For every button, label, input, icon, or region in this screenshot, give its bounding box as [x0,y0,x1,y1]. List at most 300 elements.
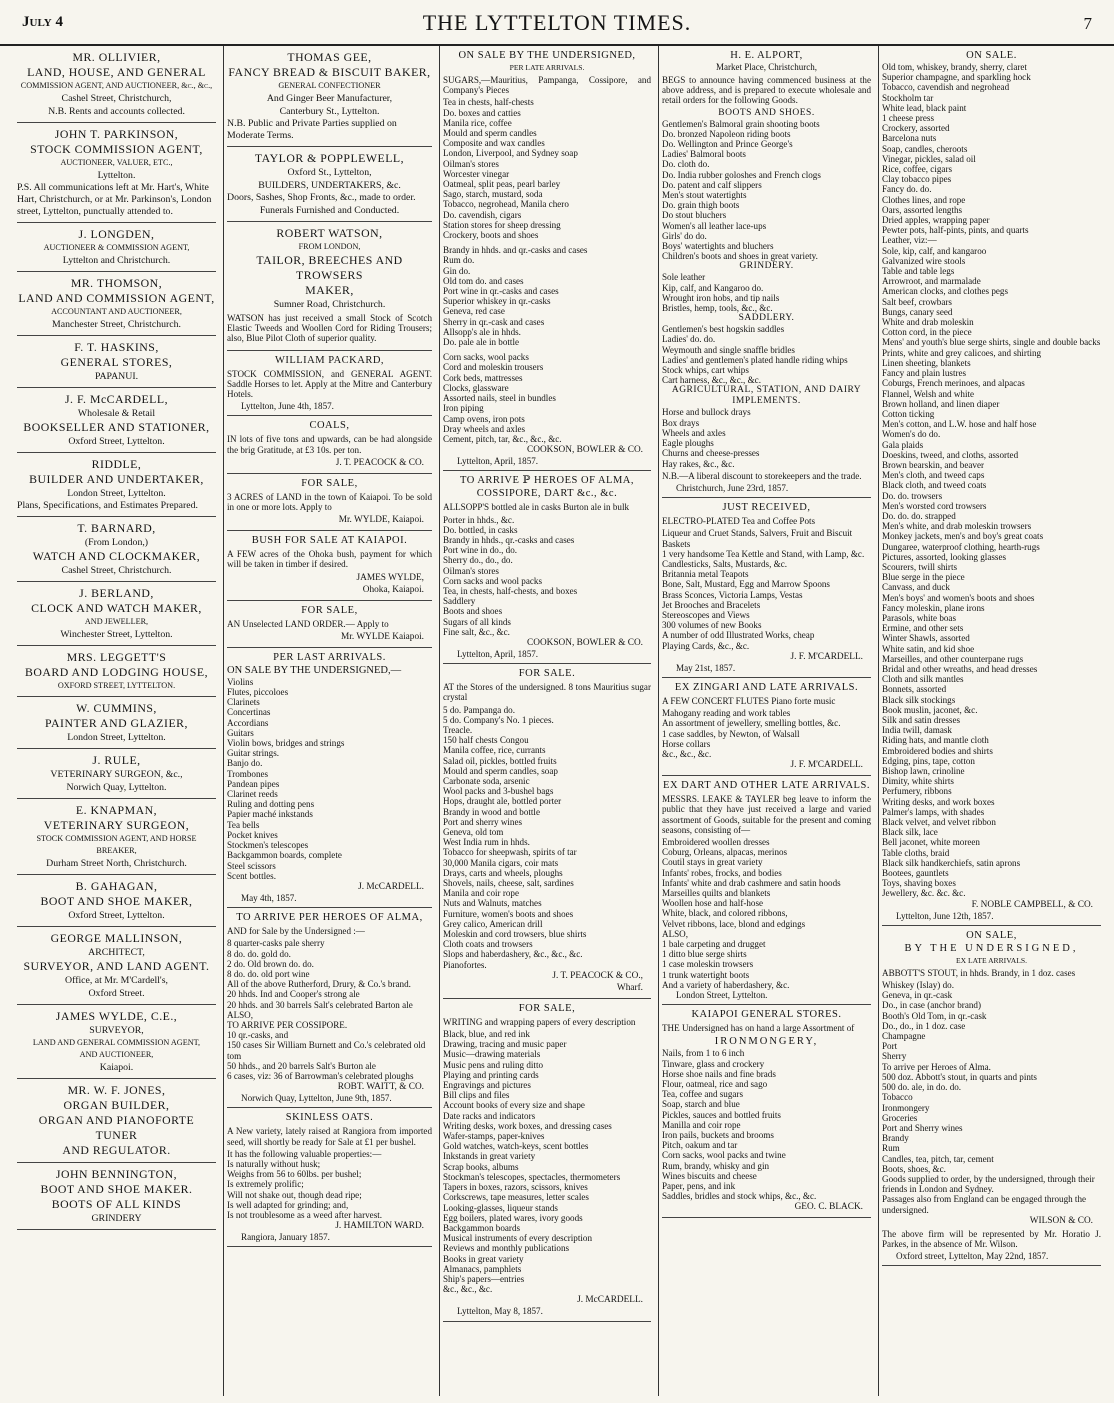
ad-item: Geneva, red case [443,306,505,317]
ad-signature: JAMES WYLDE, [356,572,424,583]
ad-item: Horse collars [662,738,711,749]
ad-item: Monkey jackets, men's and boy's great coats [882,531,1044,542]
ad-item: Hay rakes, &c., &c. [662,458,735,469]
ad-item: Corn sacks, wool packs [443,352,529,363]
ad-item: Pictures, assorted, looking glasses [882,551,1007,562]
ad-forsale2 [227,601,432,648]
card-line: MAKER, [305,283,354,297]
ad-signature: F. NOBLE CAMPBELL, & CO. [971,899,1093,910]
business-card [227,147,432,222]
ad-item: Boots, shoes, &c. [882,1163,946,1174]
business-card [17,453,216,517]
ad-item: Eagle ploughs [662,438,714,449]
ad-item: Corn sacks, wool packs and twine [662,1150,786,1161]
ad-item: Box drays [662,417,700,428]
ad-body-text: STOCK COMMISSION, and GENERAL AGENT. Saddle Horses to let. Apply at the Mitre and Canterbury Hotels. [227,368,432,400]
ad-item: Cork beds, mattresses [443,372,523,383]
ad-item: 1 cheese press [882,113,935,124]
ad-item: Dungaree, waterproof clothing, hearth-rugs [882,541,1040,552]
ad-item: Women's all leather lace-ups [662,220,767,231]
ad-body-text: THE Undersigned has on hand a large Assortment of [662,1023,855,1034]
ad-title: KAIAPOI GENERAL STORES. [691,1009,842,1021]
ad-item: Tobacco, cavendish and negrohead [882,82,1010,93]
ad-item: Brandy in wood and bottle [443,806,540,817]
ad-item: Barcelona nuts [882,133,937,144]
ad-item: Riding hats, and mantle cloth [882,735,989,746]
ad-title: BUSH FOR SALE AT KAIAPOI. [251,535,408,547]
card-line: BOOTS OF ALL KINDS [51,1197,182,1211]
ad-item: Geneva, old tom [443,827,504,837]
ad-item: Old tom do. and cases [443,275,524,286]
ad-item: Mahogany reading and work tables [662,708,791,719]
ad-packard [227,351,432,417]
card-line: ARCHITECT, [88,947,145,958]
ad-item: Sole leather [662,272,706,283]
ad-item: 150 half chests Congou [443,735,529,746]
business-card [17,223,216,272]
ad-item: White, black, and colored ribbons, [662,908,788,919]
ad-item: Sago, starch, mustard, soda [443,189,543,200]
ad-item: Clarinet reeds [227,789,278,800]
ad-body-text: MESSRS. LEAKE & TAYLER beg leave to inform the public that they have just received a large and varied assortment of Goods, suitable for the present and coming seasons, consisting of— [662,794,871,835]
ad-body-text: The above firm will be represented by Mr. Horatio J. Parkes, in the absence of Mr. Wilson. [882,1228,1101,1249]
ad-item: Playing Cards, &c., &c. [662,640,750,651]
ad-item: White lead, black paint [882,102,967,113]
ad-item: Steel scissors [227,860,276,871]
card-line: LAND, HOUSE, AND GENERAL [27,65,206,79]
ad-item: Men's cloth, and tweed caps [882,470,985,481]
ad-item: Musical instruments of every description [443,1233,593,1244]
ad-item: Ship's papers—entries [443,1273,525,1284]
ad-item: 150 cases Sir William Burnett and Co.'s celebrated old tom [227,1040,426,1061]
ad-item: Rum, brandy, whisky and gin [662,1160,770,1171]
card-name: RIDDLE, [91,457,142,471]
ad-item: Bell jaconet, white moreen [882,837,980,848]
ad-item: Superior whiskey in qr.-casks [443,296,551,307]
card-line: BOOT AND SHOE MAKER. [40,1182,193,1196]
ad-item: Ironmongery [882,1102,930,1113]
card-line: VETERINARY SURGEON, &c., [50,769,183,780]
ad-item: 5 do. Pampanga do. [443,704,515,715]
business-card [17,336,216,388]
ad-item: Do. Wellington and Prince George's [662,139,793,150]
ad-item: Wines biscuits and cheese [662,1170,757,1181]
ad-item: Coburgs, French merinoes, and alpacas [882,378,1025,389]
ad-item: Men's worsted cord trowsers [882,500,987,511]
card-line: Wholesale & Retail [77,408,156,419]
ad-item: Playing and printing cards [443,1069,539,1080]
ad-item: Oatmeal, split peas, pearl barley [443,179,561,190]
ad-item: Superior champagne, and sparkling hock [882,72,1031,83]
ad-item: Do., do., in 1 doz. case [882,1020,966,1031]
ad-title: ON SALE. [966,50,1017,61]
ad-item: Brandy [882,1133,909,1144]
ad-title: PER LAST ARRIVALS. [273,651,386,663]
ad-item: Whiskey (Islay) do. [882,980,954,991]
ad-forsale1 [227,474,432,531]
ad-item: Writing desks, and work boxes [882,796,995,807]
card-line: GRINDERY [91,1213,142,1224]
ad-item: Sugars of all kinds [443,616,511,627]
ad-item: Linen sheeting, blankets [882,357,971,368]
ad-item: Ruling and dotting pens [227,799,315,810]
business-card [17,799,216,875]
ad-title: FOR SALE, [301,604,358,616]
card-name: T. BARNARD, [77,521,156,535]
ad-title: H. E. ALPORT, [730,50,803,61]
ad-item: Gold watches, watch-keys, scent bottles [443,1141,589,1152]
ad-item: Books in great variety [443,1253,524,1264]
ad-title: ON SALE, [966,929,1017,941]
card-line: P.S. All communications left at Mr. Hart's, White Hart, Christchurch, or at Mr. Parkinson's, London street, Lyttelton, punctually attended to. [17,182,212,217]
section-heading: IRONMONGERY, [714,1036,819,1048]
business-card [17,697,216,749]
ad-item: Winter Shawls, assorted [882,633,970,644]
business-card [17,875,216,927]
ad-item: Champagne [882,1031,926,1042]
ad-item: Book muslin, jaconet, &c. [882,704,978,715]
ad-signature: WILSON & CO. [1029,1215,1093,1226]
ad-item: Camp ovens, iron pots [443,413,525,424]
ad-item: Banjo do. [227,758,263,769]
ad-item: Furniture, women's boots and shoes [443,908,574,919]
ad-oats [227,1108,432,1247]
ad-item: Concertinas [227,707,271,718]
ad-item: Cart harness, &c., &c., &c. [662,375,761,386]
ad-item: Grey calico, American drill [443,918,543,929]
ad-item: Wheels and axles [662,427,726,438]
ad-alma [227,908,432,1108]
ad-bush [227,531,432,600]
ad-item: Britannia metal Teapots [662,569,749,580]
card-name: F. T. HASKINS, [74,340,159,354]
ad-item: Is naturally without husk; [227,1158,321,1169]
ad-item: Paper, pens, and ink [662,1181,736,1192]
ad-item: ALSO, [227,1009,254,1020]
ad-signature: J. HAMILTON WARD. [335,1221,424,1232]
ad-item: Bonnets, assorted [882,684,947,695]
ad-item: Bristles, hemp, tools, &c., &c. [662,303,773,314]
ad-item: 1 case moleskin trowsers [662,959,754,970]
ad-item: Assorted nails, steel in bundles [443,393,556,404]
card-line: Lyttelton. [97,170,136,181]
card-name: MR. OLLIVIER, [72,50,161,64]
section-heading: BOOTS AND SHOES. [718,107,815,118]
issue-date: July 4 [22,14,63,30]
ad-item: Prints, white and grey calicoes, and shirting [882,347,1042,358]
ad-item: Oars, assorted lengths [882,204,963,215]
ad-item: Clothes lines, and rope [882,194,966,205]
ad-item: 1 bale carpeting and drugget [662,939,766,950]
ad-item: Velvet ribbons, lace, blond and edgings [662,918,806,929]
ad-item: Sole, kip, calf, and kangaroo [882,245,987,256]
ad-title: EX ZINGARI AND LATE ARRIVALS. [674,681,859,693]
ad-item: Palmer's lamps, with shades [882,806,985,817]
ad-signature-2: Ohoka, Kaiapoi. [362,584,424,595]
ad-body-text: A FEW CONCERT FLUTES Piano forte music [662,695,836,706]
ad-item: Egg boilers, plated wares, ivory goods [443,1212,583,1223]
ad-last_arrivals [227,648,432,908]
ad-date: Lyttelton, April, 1857. [457,456,539,467]
ad-item: Bridal and other wreaths, and head dresses [882,663,1038,674]
ad-signature: ROBT. WAITT, & CO. [337,1082,424,1093]
ad-item: Do. patent and calf slippers [662,179,762,190]
ad-body-text: A FEW acres of the Ohoka bush, payment for which will be taken in timber if desired. [227,549,432,570]
business-card [17,927,216,1005]
ad-item: Coutil stays in great variety [662,857,763,868]
ad-item: Kip, calf, and Kangaroo do. [662,282,764,293]
ad-item: Embroidered woollen dresses [662,836,770,847]
card-name: MRS. LEGGETT'S [66,650,167,664]
ad-signature: J. F. M'CARDELL. [790,760,863,771]
ad-item: Clarinets [227,697,260,708]
ad-item: Tea, in chests, half-chests, and boxes [443,585,578,596]
ad-item: Stockmen's telescopes [227,840,309,851]
ad-item: Pandean pipes [227,778,280,789]
card-line: AND REGULATOR. [62,1143,171,1157]
ad-item: 1 ditto blue serge shirts [662,949,747,960]
card-line: GENERAL CONFECTIONER [278,81,381,90]
ad-item: 1 trunk watertight boots [662,969,750,980]
ad-date: Norwich Quay, Lyttelton, June 9th, 1857. [241,1093,392,1104]
ad-item: Vinegar, pickles, salad oil [882,153,976,164]
ad-body-text: ABBOTT'S STOUT, in hhds. Brandy, in 1 doz. cases [882,967,1076,978]
ad-kaiapoi [662,1005,871,1218]
ad-title: FOR SALE, [518,1002,576,1014]
card-name: MR. THOMSON, [70,276,163,290]
ad-date: Lyttelton, June 4th, 1857. [241,401,334,412]
ad-item: Do. bottled, in casks [443,524,518,535]
card-line: Oxford Street, Lyttelton. [68,436,165,447]
card-name: B. GAHAGAN, [75,879,158,893]
card-name: J. F. McCARDELL, [64,392,169,406]
ad-item: Bone, Salt, Mustard, Egg and Marrow Spoons [662,579,830,590]
ad-item: Toys, shaving boxes [882,878,956,889]
ad-date: May 21st, 1857. [676,662,736,673]
ad-item: Arrowroot, and marmalade [882,276,981,287]
ad-alma2 [443,471,651,664]
card-line: AUCTIONEER, VALUER, ETC., [60,158,173,167]
ad-item: Crockery, boots and shoes [443,230,539,241]
ad-item: 30,000 Manila cigars, coir mats [443,857,559,868]
card-line: GENERAL STORES, [60,355,173,369]
ad-item: 1 very handsome Tea Kettle and Stand, with Lamp, &c. [662,548,865,559]
ad-item: Girls' do do. [662,230,707,241]
ad-item: Clay tobacco pipes [882,174,952,185]
card-line: OXFORD STREET, LYTTELTON. [57,681,176,690]
column-5 [878,46,1104,1396]
page-number: 7 [1083,14,1092,33]
ad-item: Brass Sconces, Victoria Lamps, Vestas [662,589,803,600]
ad-body-text: WATSON has just received a small Stock of Scotch Elastic Tweeds and Woollen Cord for Riding Trousers; also, Blue Pilot Cloth of superior quality. [227,313,432,344]
ad-leake [662,776,871,1005]
ad-item: Wafer-stamps, paper-knives [443,1131,545,1142]
ad-item: An assortment of jewellery, smelling bottles, &c. [662,718,841,729]
card-line: TAILOR, BREECHES AND TROWSERS [256,253,403,282]
ad-title: TO ARRIVE ℙ HEROES OF ALMA, COSSIPORE, DART &c., &c. [459,475,635,500]
ad-item: Manila rice, coffee [443,117,512,128]
ad-item: Cement, pitch, tar, &c., &c., &c. [443,433,562,444]
ad-item: Parasols, white boas [882,612,957,623]
ad-item: Rum do. [443,255,475,266]
ad-item: Pocket knives [227,829,278,840]
ad-item: Brandy in hhds., qr.-casks and cases [443,534,575,545]
ad-item: Perfumery, ribbons [882,786,952,797]
ad-item: Do. boxes and catties [443,107,521,118]
ad-item: Dimity, white shirts [882,776,954,787]
business-card [17,272,216,336]
ad-item: Doeskins, tweed, and cloths, assorted [882,449,1019,460]
ad-item: A number of odd Illustrated Works, cheap [662,630,815,641]
ad-item: Tapers in boxes, razors, scissors, knives [443,1182,588,1193]
card-line: N.B. Rents and accounts collected. [48,106,185,117]
card-line: LAND AND GENERAL COMMISSION AGENT, [32,1038,201,1047]
ad-item: Do. pale ale in bottle [443,337,520,348]
ad-item: Do. do. trowsers [882,490,943,501]
ad-item: Do. grain thigh boots [662,200,740,211]
ad-date: Rangiora, January 1857. [241,1232,330,1243]
business-card [17,1005,216,1079]
ad-item: Galvanized wire stools [882,255,966,266]
ad-body-text: AND for Sale by the Undersigned :— [227,926,365,937]
card-name: JOHN T. PARKINSON, [54,127,179,141]
ad-item: Cord and moleskin trousers [443,362,544,373]
ad-item: &c., &c., &c. [443,1284,493,1295]
ad-item: White satin, and kid shoe [882,643,975,654]
ad-signature: COOKSON, BOWLER & CO. [527,637,643,648]
ad-date: Oxford street, Lyttelton, May 22nd, 1857. [896,1251,1049,1262]
ad-item: 500 do. ale, in do. do. [882,1082,962,1093]
ad-item: Treacle. [443,724,473,735]
ad-item: Guitars [227,727,254,738]
card-name: W. CUMMINS, [76,701,157,715]
ad-title-2: BY THE UNDERSIGNED, [904,942,1079,954]
ad-item: Canvass, and duck [882,582,950,593]
ad-item: Jet Brooches and Bracelets [662,599,761,610]
ad-body-text: ELECTRO-PLATED Tea and Coffee Pots [662,516,816,527]
ad-item: Manila and coir rope [443,888,520,899]
ad-item: It has the following valuable properties:— [227,1148,382,1159]
card-line: London Street, Lyttelton. [67,732,166,743]
card-line: Cashel Street, Christchurch, [61,93,172,104]
ad-item: Manila coffee, rice, currants [443,745,546,756]
ad-item: Saddlery [443,596,476,607]
ad-item: Brown bearskin, and beaver [882,459,985,470]
ad-item: Violin bows, bridges and strings [227,738,345,749]
ad-coals [227,416,432,473]
ad-received [662,498,871,678]
ad-item: Black silk handkerchiefs, satin aprons [882,857,1021,868]
ad-item: Silk and satin dresses [882,715,961,725]
ad-date: May 4th, 1857. [241,892,297,903]
ad-item: Boys' watertights and bluchers [662,241,774,252]
ad-item: TO ARRIVE PER COSSIPORE. [227,1019,348,1030]
ad-item: Hops, draught ale, bottled porter [443,796,562,807]
card-line: BOOT AND SHOE MAKER, [40,894,193,908]
business-card [17,1079,216,1163]
ad-item: Jewellery, &c. &c. &c. [882,888,966,899]
card-line: ORGAN BUILDER, [63,1098,170,1112]
ad-item: Port [882,1041,898,1052]
ad-item: Bishop lawn, crinoline [882,766,965,777]
ad-item: Saddles, bridles and stock whips, &c., &c. [662,1191,817,1202]
ad-item: Engravings and pictures [443,1080,531,1091]
card-line: BOOKSELLER AND STATIONER, [23,420,210,434]
ad-item: Wrought iron hobs, and tip nails [662,292,780,303]
ad-item: Violins [227,676,254,687]
card-line: ACCOUNTANT AND AUCTIONEER, [51,307,182,316]
ad-item: London, Liverpool, and Sydney soap [443,148,578,159]
ad-item: Music pens and ruling ditto [443,1059,544,1070]
ad-item: 8 quarter-casks pale sherry [227,938,325,949]
ad-signature: J. McCARDELL. [577,1295,643,1306]
ad-item: Iron pails, buckets and brooms [662,1130,774,1141]
business-card [227,46,432,147]
ad-forsale [443,664,651,999]
card-name: TAYLOR & POPPLEWELL, [254,151,405,165]
ad-item: Oilman's stores [443,158,499,169]
card-line: STOCK COMMISSION AGENT, [30,142,203,156]
column-1 [14,46,219,1396]
ad-signature: GEO. C. BLACK. [794,1202,863,1213]
business-card [17,749,216,799]
card-line: Doors, Sashes, Shop Fronts, &c., made to order. [227,192,416,203]
card-line: Oxford St., Lyttelton, [287,167,372,178]
card-line: BOARD AND LODGING HOUSE, [24,665,209,679]
ad-item: Nuts and Walnuts, matches [443,898,542,909]
ad-item: Crockery, assorted [882,123,950,134]
ad-subtitle: PER LATE ARRIVALS. [509,63,585,72]
ad-item: Port and Sherry wines [882,1122,963,1133]
ad-title: FOR SALE, [301,477,358,489]
ad-title: COALS, [309,420,350,432]
ad-item: Stockholm tar [882,92,934,103]
card-line: Kaiapoi. [99,1062,134,1073]
ad-item: Sherry do., do., do. [443,555,513,566]
card-line: BUILDERS, UNDERTAKERS, &c. [258,180,401,191]
ad-item: Tobacco [882,1092,913,1103]
card-line: London Street, Lyttelton. [67,488,166,499]
ad-item: Rice, coffee, cigars [882,164,953,175]
section-heading: GRINDERY. [739,261,794,272]
column-3 [439,46,654,1396]
ad-item: Table cloths, braid [882,847,950,858]
ad-item: Candlesticks, Salts, Mustards, &c. [662,558,788,569]
ad-item: Backgammon boards, complete [227,850,342,861]
card-line: (From London,) [84,537,149,548]
card-line: Cashel Street, Christchurch. [61,565,172,576]
ad-item: &c., &c., &c. [662,748,712,759]
ad-item: Is well adapted for grinding; and, [227,1199,349,1210]
ad-item: Tea in chests, half-chests [443,97,534,108]
card-line: Manchester Street, Christchurch. [52,319,181,330]
ad-item: Cloth coats and trowsers [443,939,533,950]
ad-item: Gentlemen's Balmoral grain shooting boots [662,118,820,129]
ad-item: Horse and bullock drays [662,407,751,418]
ad-signature: J. F. M'CARDELL. [790,651,863,662]
ad-item: Salad oil, pickles, bottled fruits [443,755,557,766]
ad-item: Ladies' and gentlemen's plated handle riding whips [662,354,848,365]
business-card [17,646,216,697]
ad-title: EX DART AND OTHER LATE ARRIVALS. [663,780,870,792]
ad-item: To arrive per Heroes of Alma. [882,1061,991,1072]
card-name: J. RULE, [92,753,141,767]
ad-item: Scourers, twill shirts [882,561,958,572]
card-line: Office, at Mr. M'Cardell's, [65,975,168,986]
ad-item: Scent bottles. [227,870,276,881]
ad-item: Mould and sperm candles [443,128,537,139]
ad-item: Tobacco for sheepwash, spirits of tar [443,847,577,858]
